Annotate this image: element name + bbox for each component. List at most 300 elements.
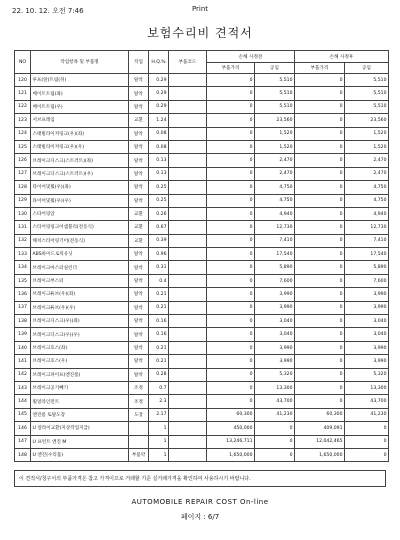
cell-no: 136 bbox=[15, 288, 31, 301]
cell-hour: 1 bbox=[149, 448, 169, 461]
cell-no: 148 bbox=[15, 448, 31, 461]
table-row bbox=[15, 288, 389, 301]
cell-work: 탈착 bbox=[129, 368, 149, 381]
cell-work: 탈착 bbox=[129, 154, 149, 167]
table-row bbox=[15, 167, 389, 180]
cell-no: 140 bbox=[15, 341, 31, 354]
print-label: Print bbox=[191, 5, 209, 13]
cell-no: 133 bbox=[15, 248, 31, 261]
cell-after-labor: 0 bbox=[345, 435, 389, 448]
cell-after-labor: 5,510 bbox=[345, 100, 389, 113]
table-row bbox=[15, 448, 389, 461]
cell-before-part-price: 0 bbox=[207, 87, 255, 100]
cell-after-labor: 3,990 bbox=[345, 355, 389, 368]
cell-after-labor: 3,040 bbox=[345, 315, 389, 328]
cell-before-part-price: 0 bbox=[207, 181, 255, 194]
cell-item: 브레이크디스크(우)(우) bbox=[31, 328, 129, 341]
cell-item: U 얼라이교환(지상작업지급) bbox=[31, 422, 129, 435]
table-row bbox=[15, 234, 389, 247]
table-row bbox=[15, 248, 389, 261]
cell-item: 서브프레임 bbox=[31, 114, 129, 127]
cell-before-labor: 13,300 bbox=[255, 381, 295, 394]
cell-hour: 0.29 bbox=[149, 74, 169, 87]
cell-work: 탈착 bbox=[129, 315, 149, 328]
cell-work: 탈착 bbox=[129, 248, 149, 261]
cell-after-labor: 4,940 bbox=[345, 207, 389, 220]
table-row bbox=[15, 87, 389, 100]
cell-item: ABS하이드로릭유닛 bbox=[31, 248, 129, 261]
cell-no: 131 bbox=[15, 221, 31, 234]
cell-item: 스태빌라이저링크(우)(우) bbox=[31, 140, 129, 153]
cell-before-labor: 3,990 bbox=[255, 341, 295, 354]
cell-before-labor: 2,470 bbox=[255, 167, 295, 180]
col-header-before-part-price: 부품가격 bbox=[207, 63, 255, 74]
cell-part-code bbox=[169, 194, 207, 207]
cell-before-part-price: 0 bbox=[207, 261, 255, 274]
col-header-work: 작업 bbox=[129, 51, 149, 74]
cell-no: 123 bbox=[15, 114, 31, 127]
cell-after-part-price: 1,650,000 bbox=[295, 448, 345, 461]
cell-no: 126 bbox=[15, 154, 31, 167]
cell-after-part-price: 0 bbox=[295, 100, 345, 113]
cell-no: 135 bbox=[15, 274, 31, 287]
table-row bbox=[15, 422, 389, 435]
cell-part-code bbox=[169, 100, 207, 113]
cell-after-labor: 7,410 bbox=[345, 234, 389, 247]
cell-before-part-price: 0 bbox=[207, 368, 255, 381]
cell-no: 144 bbox=[15, 395, 31, 408]
cell-before-part-price: 0 bbox=[207, 341, 255, 354]
cell-no: 122 bbox=[15, 100, 31, 113]
cell-hour: 0.08 bbox=[149, 127, 169, 140]
cell-no: 141 bbox=[15, 355, 31, 368]
cell-no: 147 bbox=[15, 435, 31, 448]
cell-after-part-price: 0 bbox=[295, 74, 345, 87]
cell-no: 137 bbox=[15, 301, 31, 314]
cell-work: 교환 bbox=[129, 114, 149, 127]
cell-hour: 0.4 bbox=[149, 274, 169, 287]
table-row bbox=[15, 408, 389, 421]
cell-after-part-price: 0 bbox=[295, 140, 345, 153]
cell-work: 탈착 bbox=[129, 181, 149, 194]
cell-after-part-price: 0 bbox=[295, 261, 345, 274]
cell-part-code bbox=[169, 395, 207, 408]
cell-item: 브레이크튜브(우)(좌) bbox=[31, 288, 129, 301]
col-header-after-group: 손해 사정후 bbox=[295, 51, 389, 63]
cell-work: 탈착 bbox=[129, 288, 149, 301]
cell-before-part-price: 0 bbox=[207, 328, 255, 341]
cell-item: 스티어링링크어셈블리(전동식) bbox=[31, 221, 129, 234]
cell-before-labor: 1,520 bbox=[255, 140, 295, 153]
document-title: 보험수리비 견적서 bbox=[147, 26, 253, 40]
cell-after-part-price: 0 bbox=[295, 274, 345, 287]
table-row bbox=[15, 194, 389, 207]
cell-after-part-price: 0 bbox=[295, 127, 345, 140]
cell-part-code bbox=[169, 422, 207, 435]
cell-work: 탈착 bbox=[129, 328, 149, 341]
cell-after-part-price: 0 bbox=[295, 395, 345, 408]
cell-part-code bbox=[169, 408, 207, 421]
cell-before-part-price: 0 bbox=[207, 194, 255, 207]
cell-hour: 0.21 bbox=[149, 341, 169, 354]
cell-hour: 0.31 bbox=[149, 261, 169, 274]
cell-after-labor: 23,560 bbox=[345, 114, 389, 127]
cell-after-part-price: 0 bbox=[295, 194, 345, 207]
col-header-no: NO bbox=[15, 51, 31, 74]
cell-before-part-price: 0 bbox=[207, 100, 255, 113]
cell-part-code bbox=[169, 221, 207, 234]
cell-work: 탈착 bbox=[129, 127, 149, 140]
cell-after-part-price: 0 bbox=[295, 154, 345, 167]
cell-part-code bbox=[169, 114, 207, 127]
cell-after-labor: 3,990 bbox=[345, 341, 389, 354]
cell-after-labor: 3,040 bbox=[345, 328, 389, 341]
cell-part-code bbox=[169, 248, 207, 261]
cell-after-part-price: 0 bbox=[295, 368, 345, 381]
cell-hour: 1 bbox=[149, 435, 169, 448]
table-row bbox=[15, 207, 389, 220]
cell-before-part-price: 0 bbox=[207, 140, 255, 153]
cell-before-labor: 7,410 bbox=[255, 234, 295, 247]
cell-before-labor: 0 bbox=[255, 422, 295, 435]
col-header-before-labor: 공임 bbox=[255, 63, 295, 74]
cell-item: 브레이크호스(좌) bbox=[31, 341, 129, 354]
table-row bbox=[15, 140, 389, 153]
cell-after-part-price: 0 bbox=[295, 288, 345, 301]
cell-work: 탈착 bbox=[129, 261, 149, 274]
cell-before-labor: 1,520 bbox=[255, 127, 295, 140]
cell-before-labor: 3,040 bbox=[255, 328, 295, 341]
cell-before-part-price: 60,300 bbox=[207, 408, 255, 421]
cell-item: 브레이크부스터 bbox=[31, 274, 129, 287]
cell-before-labor: 2,470 bbox=[255, 154, 295, 167]
cell-before-part-price: 0 bbox=[207, 274, 255, 287]
cell-item: 브레이크공기빼기 bbox=[31, 381, 129, 394]
cell-work: 부품약 bbox=[129, 448, 149, 461]
cell-item: U 엔진(수리품) bbox=[31, 448, 129, 461]
cell-after-part-price: 0 bbox=[295, 114, 345, 127]
cell-part-code bbox=[169, 87, 207, 100]
cell-after-part-price: 12,042,465 bbox=[295, 435, 345, 448]
cell-part-code bbox=[169, 315, 207, 328]
page-number: 페이지 : 6/7 bbox=[180, 513, 220, 521]
cell-after-labor: 4,750 bbox=[345, 194, 389, 207]
cell-part-code bbox=[169, 355, 207, 368]
cell-before-part-price: 0 bbox=[207, 355, 255, 368]
cell-part-code bbox=[169, 381, 207, 394]
cell-after-part-price: 0 bbox=[295, 248, 345, 261]
cell-before-labor: 7,600 bbox=[255, 274, 295, 287]
cell-item: 브레이크호스(우) bbox=[31, 355, 129, 368]
cell-after-labor: 3,990 bbox=[345, 288, 389, 301]
cell-before-part-price: 0 bbox=[207, 315, 255, 328]
cell-no: 134 bbox=[15, 261, 31, 274]
cell-hour: 0.25 bbox=[149, 194, 169, 207]
table-row bbox=[15, 221, 389, 234]
cell-hour: 0.96 bbox=[149, 248, 169, 261]
cell-work: 탈착 bbox=[129, 341, 149, 354]
cell-after-labor: 4,750 bbox=[345, 181, 389, 194]
cell-hour: 0.39 bbox=[149, 234, 169, 247]
cell-before-part-price: 0 bbox=[207, 234, 255, 247]
cell-after-labor: 2,470 bbox=[345, 154, 389, 167]
cell-before-part-price: 1,650,000 bbox=[207, 448, 255, 461]
cell-before-labor: 23,560 bbox=[255, 114, 295, 127]
table-row bbox=[15, 181, 389, 194]
cell-after-labor: 0 bbox=[345, 448, 389, 461]
cell-part-code bbox=[169, 167, 207, 180]
cell-hour: 1.24 bbox=[149, 114, 169, 127]
table-row bbox=[15, 315, 389, 328]
cell-after-part-price: 0 bbox=[295, 381, 345, 394]
cell-after-part-price: 0 bbox=[295, 234, 345, 247]
table-row bbox=[15, 100, 389, 113]
cell-before-part-price: 0 bbox=[207, 381, 255, 394]
cell-after-part-price: 0 bbox=[295, 207, 345, 220]
cell-part-code bbox=[169, 181, 207, 194]
cell-before-labor: 41,230 bbox=[255, 408, 295, 421]
cell-after-part-price: 0 bbox=[295, 167, 345, 180]
cell-item: 해치스티어링기어(전동식) bbox=[31, 234, 129, 247]
table-row bbox=[15, 154, 389, 167]
cell-before-part-price: 0 bbox=[207, 221, 255, 234]
table-header-row bbox=[15, 51, 389, 63]
cell-work: 탈착 bbox=[129, 74, 149, 87]
cell-after-part-price: 0 bbox=[295, 341, 345, 354]
cell-work: 탈착 bbox=[129, 100, 149, 113]
cell-work: 탈착 bbox=[129, 355, 149, 368]
cell-hour: 0.7 bbox=[149, 381, 169, 394]
cell-after-labor: 43,700 bbox=[345, 395, 389, 408]
cell-hour: 0.29 bbox=[149, 87, 169, 100]
cell-before-labor: 43,700 bbox=[255, 395, 295, 408]
cell-after-labor: 5,890 bbox=[345, 261, 389, 274]
cell-no: 132 bbox=[15, 234, 31, 247]
cell-before-labor: 4,940 bbox=[255, 207, 295, 220]
cell-before-part-price: 0 bbox=[207, 207, 255, 220]
cell-after-labor: 13,300 bbox=[345, 381, 389, 394]
cell-item: 스타어링암 bbox=[31, 207, 129, 220]
cell-hour: 0.08 bbox=[149, 140, 169, 153]
cell-no: 127 bbox=[15, 167, 31, 180]
cell-after-part-price: 60,300 bbox=[295, 408, 345, 421]
cell-work: 탈착 bbox=[129, 301, 149, 314]
cell-part-code bbox=[169, 274, 207, 287]
cell-no: 146 bbox=[15, 422, 31, 435]
cell-before-labor: 17,540 bbox=[255, 248, 295, 261]
cell-work: 도장 bbox=[129, 408, 149, 421]
cell-after-part-price: 0 bbox=[295, 301, 345, 314]
cell-before-part-price: 0 bbox=[207, 288, 255, 301]
cell-work: 탈착 bbox=[129, 87, 149, 100]
cell-before-labor: 0 bbox=[255, 435, 295, 448]
cell-item: 브레이크디스크(스트러트)(우) bbox=[31, 167, 129, 180]
cell-before-labor: 5,510 bbox=[255, 100, 295, 113]
cell-before-labor: 3,990 bbox=[255, 288, 295, 301]
cell-part-code bbox=[169, 341, 207, 354]
cell-after-part-price: 0 bbox=[295, 315, 345, 328]
table-row bbox=[15, 395, 389, 408]
cell-hour: 0.25 bbox=[149, 181, 169, 194]
cell-work: 교환 bbox=[129, 207, 149, 220]
cell-no: 124 bbox=[15, 127, 31, 140]
table-row bbox=[15, 74, 389, 87]
table-row bbox=[15, 355, 389, 368]
cell-after-labor: 5,510 bbox=[345, 87, 389, 100]
cell-after-labor: 0 bbox=[345, 422, 389, 435]
cell-no: 145 bbox=[15, 408, 31, 421]
cell-no: 138 bbox=[15, 315, 31, 328]
cell-before-part-price: 0 bbox=[207, 154, 255, 167]
cell-item: 베이트트림(좌) bbox=[31, 87, 129, 100]
cell-before-part-price: 0 bbox=[207, 167, 255, 180]
cell-hour: 0.21 bbox=[149, 301, 169, 314]
cell-before-labor: 12,730 bbox=[255, 221, 295, 234]
table-row bbox=[15, 368, 389, 381]
estimate-table-wrapper bbox=[14, 50, 400, 462]
cell-before-part-price: 0 bbox=[207, 395, 255, 408]
cell-after-part-price: 0 bbox=[295, 355, 345, 368]
cell-item: 브레이크마스터실린더 bbox=[31, 261, 129, 274]
price-disclaimer-note: 이 견적서/청구서의 부품가격은 참고 가격이므로 거래할 기준 실거래가격을 확인하여 사용하시기 바랍니다. bbox=[14, 470, 386, 487]
cell-part-code bbox=[169, 154, 207, 167]
cell-hour: 2.3 bbox=[149, 395, 169, 408]
footer-brand: AUTOMOBILE REPAIR COST On-line bbox=[131, 498, 269, 506]
cell-after-labor: 7,600 bbox=[345, 274, 389, 287]
cell-no: 129 bbox=[15, 194, 31, 207]
cell-before-labor: 5,890 bbox=[255, 261, 295, 274]
cell-before-part-price: 0 bbox=[207, 127, 255, 140]
cell-no: 142 bbox=[15, 368, 31, 381]
cell-item: 베이트트림(우) bbox=[31, 100, 129, 113]
cell-before-part-price: 0 bbox=[207, 301, 255, 314]
cell-hour: 2.17 bbox=[149, 408, 169, 421]
cell-after-part-price: 0 bbox=[295, 221, 345, 234]
cell-work: 탈착 bbox=[129, 140, 149, 153]
cell-part-code bbox=[169, 261, 207, 274]
col-header-hour: H.Q.% bbox=[149, 51, 169, 74]
cell-after-labor: 5,510 bbox=[345, 74, 389, 87]
cell-part-code bbox=[169, 140, 207, 153]
cell-hour: 0.29 bbox=[149, 100, 169, 113]
cell-part-code bbox=[169, 207, 207, 220]
cell-hour: 0.21 bbox=[149, 355, 169, 368]
cell-hour: 0.67 bbox=[149, 221, 169, 234]
cell-work: 교환 bbox=[129, 221, 149, 234]
cell-item: 휠얼라인먼트 bbox=[31, 395, 129, 408]
estimate-table bbox=[14, 50, 389, 462]
cell-no: 139 bbox=[15, 328, 31, 341]
cell-work bbox=[129, 435, 149, 448]
cell-after-labor: 1,520 bbox=[345, 127, 389, 140]
cell-hour: 1 bbox=[149, 422, 169, 435]
cell-after-part-price: 0 bbox=[295, 87, 345, 100]
cell-no: 121 bbox=[15, 87, 31, 100]
cell-before-part-price: 450,000 bbox=[207, 422, 255, 435]
cell-before-part-price: 0 bbox=[207, 114, 255, 127]
print-datetime: 22. 10. 12. 오전 7:46 bbox=[12, 7, 84, 15]
cell-before-labor: 3,040 bbox=[255, 315, 295, 328]
cell-after-part-price: 0 bbox=[295, 328, 345, 341]
table-row bbox=[15, 301, 389, 314]
cell-before-labor: 4,750 bbox=[255, 181, 295, 194]
cell-item: 엔진룸 토탈도장 bbox=[31, 408, 129, 421]
cell-hour: 0.16 bbox=[149, 328, 169, 341]
cell-work: 교환 bbox=[129, 234, 149, 247]
cell-item: U 프런트 엔진 M bbox=[31, 435, 129, 448]
cell-after-labor: 12,730 bbox=[345, 221, 389, 234]
cell-no: 130 bbox=[15, 207, 31, 220]
cell-item: 브레이크파이프(엔진룸) bbox=[31, 368, 129, 381]
table-row bbox=[15, 328, 389, 341]
cell-after-labor: 41,230 bbox=[345, 408, 389, 421]
cell-work bbox=[129, 422, 149, 435]
cell-work: 조정 bbox=[129, 395, 149, 408]
cell-before-labor: 5,510 bbox=[255, 87, 295, 100]
table-row bbox=[15, 114, 389, 127]
cell-no: 120 bbox=[15, 74, 31, 87]
cell-item: 스태빌라이저링크(우)(좌) bbox=[31, 127, 129, 140]
table-body bbox=[15, 74, 389, 462]
cell-hour: 0.28 bbox=[149, 368, 169, 381]
cell-before-part-price: 0 bbox=[207, 74, 255, 87]
table-row bbox=[15, 261, 389, 274]
table-row bbox=[15, 341, 389, 354]
col-header-part-code: 부품코드 bbox=[169, 51, 207, 74]
col-header-item: 작업항목 및 부품명 bbox=[31, 51, 129, 74]
cell-before-labor: 5,510 bbox=[255, 74, 295, 87]
cell-hour: 0.16 bbox=[149, 315, 169, 328]
cell-no: 125 bbox=[15, 140, 31, 153]
cell-before-labor: 3,990 bbox=[255, 301, 295, 314]
cell-part-code bbox=[169, 127, 207, 140]
cell-part-code bbox=[169, 234, 207, 247]
cell-item: 브레이크튜브(우)(우) bbox=[31, 301, 129, 314]
table-row bbox=[15, 435, 389, 448]
table-row bbox=[15, 127, 389, 140]
cell-part-code bbox=[169, 368, 207, 381]
cell-before-labor: 4,750 bbox=[255, 194, 295, 207]
cell-no: 143 bbox=[15, 381, 31, 394]
cell-hour: 0.26 bbox=[149, 207, 169, 220]
cell-after-labor: 3,990 bbox=[345, 301, 389, 314]
cell-work: 조정 bbox=[129, 381, 149, 394]
cell-before-labor: 3,990 bbox=[255, 355, 295, 368]
cell-before-part-price: 13,246,711 bbox=[207, 435, 255, 448]
cell-after-labor: 1,520 bbox=[345, 140, 389, 153]
cell-item: 루프(앞)트림(뒤) bbox=[31, 74, 129, 87]
cell-after-labor: 17,540 bbox=[345, 248, 389, 261]
cell-part-code bbox=[169, 288, 207, 301]
cell-after-part-price: 0 bbox=[295, 181, 345, 194]
cell-before-part-price: 0 bbox=[207, 248, 255, 261]
cell-after-labor: 2,470 bbox=[345, 167, 389, 180]
cell-hour: 0.13 bbox=[149, 154, 169, 167]
cell-after-labor: 5,320 bbox=[345, 368, 389, 381]
cell-no: 128 bbox=[15, 181, 31, 194]
table-row bbox=[15, 381, 389, 394]
cell-hour: 0.13 bbox=[149, 167, 169, 180]
cell-work: 탈착 bbox=[129, 167, 149, 180]
cell-before-labor: 5,320 bbox=[255, 368, 295, 381]
cell-item: 타이어및휠(우)(우) bbox=[31, 194, 129, 207]
cell-part-code bbox=[169, 301, 207, 314]
cell-hour: 0.21 bbox=[149, 288, 169, 301]
col-header-after-labor: 공임 bbox=[345, 63, 389, 74]
cell-work: 탈착 bbox=[129, 274, 149, 287]
cell-part-code bbox=[169, 74, 207, 87]
table-row bbox=[15, 274, 389, 287]
